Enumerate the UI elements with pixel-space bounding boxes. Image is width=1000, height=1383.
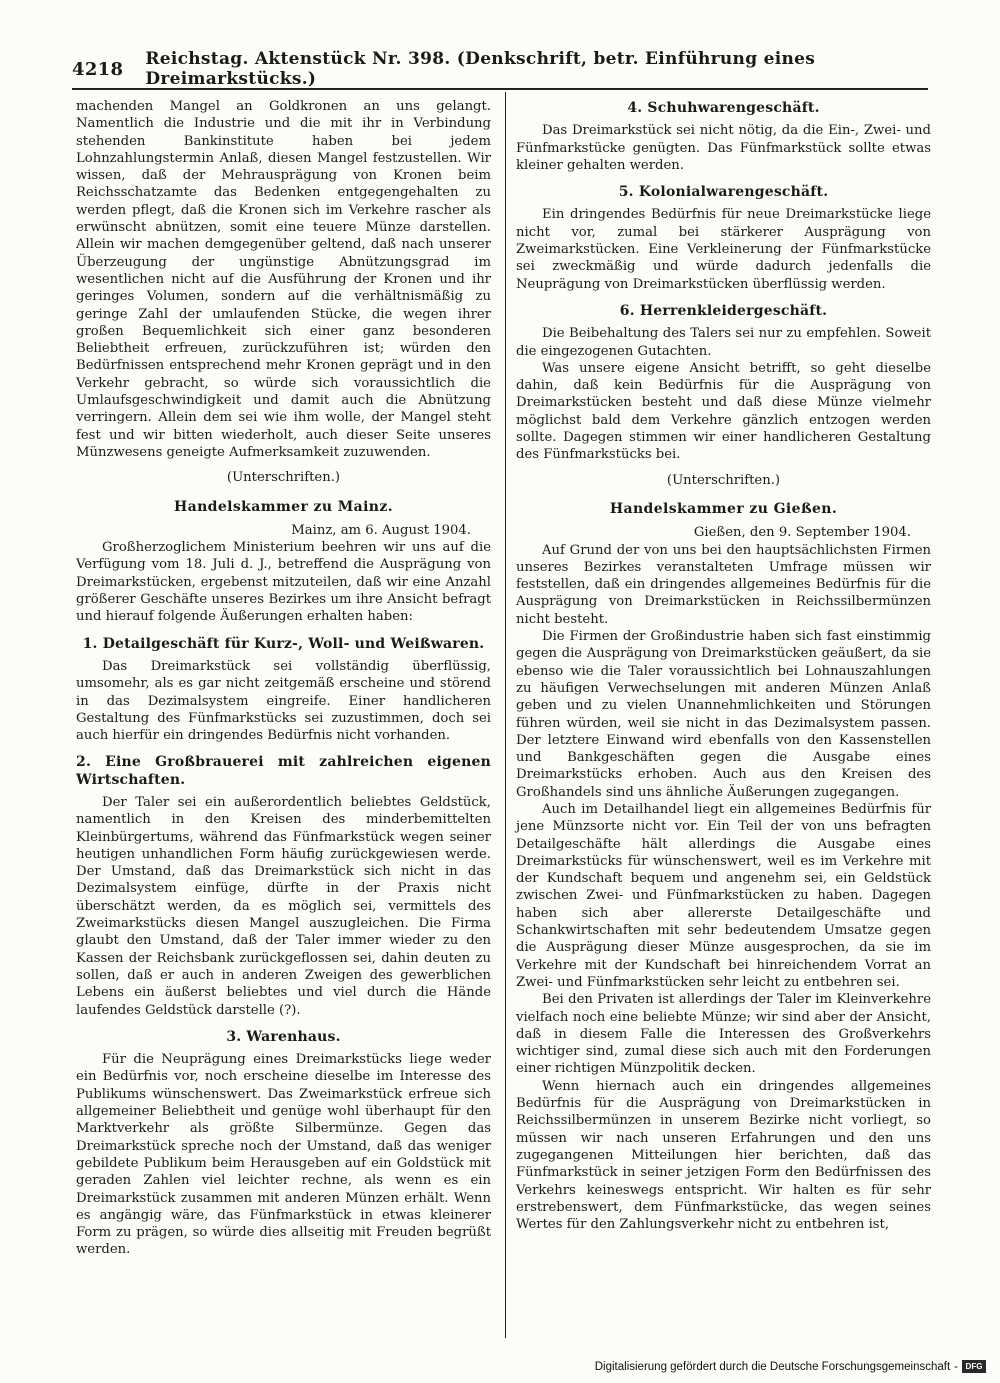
paragraph-giessen-5: Wenn hiernach auch ein dringendes allgemeines Bedürfnis für die Ausprägung von Dreimarkstücken in Reichssilbermünzen in unserem Bezirke nicht vorliegt, so müssen wir nach unseren Erfahrungen und den uns zugegangenen Mitteilungen hier berichten, daß das Fünfmarkstück in seiner jetzigen Form den Bedürfnissen des Verkehrs keineswegs entspricht. Wir halten es für sehr erstrebenswert, dem Fünfmarkstücke, das wegen seines Wertes für den Zahlungsverkehr nicht zu entbehren ist, [516, 1078, 931, 1233]
digitization-footer [595, 1360, 986, 1373]
paragraph-giessen-4: Bei den Privaten ist allerdings der Taler im Kleinverkehre vielfach noch eine beliebte Münze; wir sind aber der Ansicht, daß in diesem Falle die Interessen des Großverkehrs wichtiger sind, zumal diese sich auch mit den Forderungen einer richtigen Münzpolitik decken. [516, 992, 931, 1077]
paragraph-5: Ein dringendes Bedürfnis für neue Dreimarkstücke liege nicht vor, zumal bei stärkerer Ausprägung von Zweimarkstücken. Eine Verkleinerung der Fünfmarkstücke sei zweckmäßig und würde dadurch jedenfalls die Neuprägung von Dreimarkstücken überflüssig werden. [516, 207, 931, 292]
signatures-note: (Unterschriften.) [666, 472, 781, 488]
paragraph-intro: machenden Mangel an Goldkronen an uns gelangt. Namentlich die Industrie und die mit ihr in Verbindung stehenden Bankinstitute haben bei jedem Lohnzahlungstermin Anlaß, diesen Mangel festzustellen. Wir wissen, daß der Mehrausprägung von Kronen beim Reichsschatzamte das Bedenken entgegengehalten zu werden pflegt, daß die Kronen sich im Verkehre rascher als erwünscht abnützen, somit eine teuere Münze darstellen. Allein wir machen demgegenüber geltend, daß nach unserer Überzeugung der ungünstige Abnützungsgrad im wesentlichen nicht auf die Ausführung der Kronen und ihr geringes Volumen, sondern auf die verhältnismäßig zu geringe Zahl der umlaufenden Stücke, die wegen ihrer großen Bequemlichkeit sich einer ganz besonderen Beliebtheit erfreuen, zurückzuführen ist; würden den Bedürfnissen entsprechend mehr Kronen geprägt und in den Verkehr gebracht, so würde sich voraussichtlich die Umlaufsgeschwindigkeit und damit auch die Abnützung verringern. Allein dem sei wie ihm wolle, der Mangel steht fest und wir bitten wiederholt, auch dieser Seite unseres Münzwesens geneigte Aufmerksamkeit zuzuwenden. [76, 99, 491, 460]
paragraph-giessen-1: Auf Grund der von uns bei den hauptsächlichsten Firmen unseres Bezirkes veranstalteten Umfrage müssen wir feststellen, daß ein dringendes allgemeines Bedürfnis für die Ausprägung von Dreimarkstücken in Reichssilbermünzen nicht besteht. [516, 542, 931, 627]
paragraph-mainz: Großherzoglichem Ministerium beehren wir uns auf die Verfügung vom 18. Juli d. J., betreffend die Ausprägung von Dreimarkstücken, ergebenst mitzuteilen, daß wir eine Anzahl größerer Geschäfte unseres Bezirkes um ihre Ansicht befragt und hierauf folgende Äußerungen erhalten haben: [76, 540, 491, 625]
paragraph-4: Das Dreimarkstück sei nicht nötig, da die Ein-, Zwei- und Fünfmarkstücke genügten. Das Fünfmarkstück sollte etwas kleiner gehalten werden. [516, 123, 931, 173]
dfg-logo-icon: DFG [962, 1360, 986, 1373]
dateline-mainz: Mainz, am 6. August 1904. [291, 522, 471, 538]
page-title: Reichstag. Aktenstück Nr. 398. (Denkschrift, betr. Einführung eines Dreimarkstücks.) [145, 49, 816, 89]
heading-mainz: Handelskammer zu Mainz. [173, 498, 394, 515]
paragraph-1: Das Dreimarkstück sei vollständig überflüssig, umsomehr, als es gar nicht zeitgemäß erscheine und störend in das Dezimalsystem eingreife. Einer handlicheren Gestaltung des Fünfmarkstücks sei zuzustimmen, doch sei auch hierfür ein dringendes Bedürfnis nicht vorhanden. [76, 658, 491, 744]
page-number: 4218 [72, 58, 124, 80]
left-column [76, 98, 491, 1259]
subheading-3: 3. Warenhaus. [226, 1028, 341, 1045]
paragraph-giessen-2: Die Firmen der Großindustrie haben sich fast einstimmig gegen die Ausprägung von Dreimarkstücken geäußert, da sie ebenso wie die Taler voraussichtlich bei Lohnauszahlungen zu häufigen Verwechselungen mit anderen Münzen Anlaß geben und zu vielen Unannehmlichkeiten und Störungen führen würden, weil sie nicht in das Dezimalsystem passen. Der letztere Einwand wird ebenfalls von den Kassenstellen und Bankgeschäften gegen die Ausgabe eines Dreimarkstücks erhoben. Auch aus den Kreisen des Großhandels sind uns ähnliche Äußerungen zugegangen. [516, 629, 931, 800]
dateline-giessen: Gießen, den 9. September 1904. [693, 525, 911, 541]
right-column [516, 98, 931, 1233]
paragraph-6a: Die Beibehaltung des Talers sei nur zu empfehlen. Soweit die eingezogenen Gutachten. [516, 326, 931, 359]
paragraph-giessen-3: Auch im Detailhandel liegt ein allgemeines Bedürfnis für jene Münzsorte nicht vor. Ein Teil der von uns befragten Detailgeschäfte hält allerdings die Ausgabe eines Dreimarkstücks für wünschenswert, weil es im Verkehre mit der Kundschaft bequem und angenehm sei, ein Geldstück zwischen Zwei- und Fünfmarkstücken zu haben. Dagegen haben sich aber allererste Detailgeschäfte und Schankwirtschaften mit sehr bedeutendem Umsatze gegen die Ausprägung dieser Münze ausgesprochen, da sie im Verkehre mit der Kundschaft bei hinreichendem Vorrat an Zwei- und Fünfmarkstücken sehr leicht zu entbehren sei. [516, 801, 931, 990]
signatures-note: (Unterschriften.) [226, 470, 341, 486]
paragraph-2: Der Taler sei ein außerordentlich beliebtes Geldstück, namentlich in den Kreisen des minderbemittelten Kleinbürgertums, während das Fünfmarkstück wegen seiner heutigen unhandlichen Form häufig zurückgewiesen werde. Der Umstand, daß das Dreimarkstück sich nicht in das Dezimalsystem einfüge, dürfte in der Praxis nicht überschätzt werden, da es möglich sei, vermittels des Zweimarkstücks diesen Mangel auszugleichen. Die Firma glaubt den Umstand, daß der Taler immer wieder zu den Kassen der Reichsbank zurückgeflossen sei, dahin deuten zu sollen, daß er auch in anderen Zweigen des gewerblichen Lebens ein äußerst beliebtes und viel durch die Hände laufendes Geldstück darstelle (?). [76, 794, 491, 1018]
footer-text: Digitalisierung gefördert durch die Deutsche Forschungsgemeinschaft [594, 1360, 951, 1373]
subheading-5: 5. Kolonialwarengeschäft. [618, 184, 829, 201]
footer-separator: - [954, 1360, 958, 1373]
heading-giessen: Handelskammer zu Gießen. [609, 500, 838, 517]
subheading-2: 2. Eine Großbrauerei mit zahlreichen eigenen Wirtschaften. [76, 754, 491, 788]
paragraph-3: Für die Neuprägung eines Dreimarkstücks liege weder ein Bedürfnis vor, noch erscheine dieselbe im Interesse des Publikums wünschenswert. Das Zweimarkstück erfreue sich allgemeiner Beliebtheit und genüge wohl überhaupt für den Marktverkehr als größte Silbermünze. Gegen das Dreimarkstück spreche noch der Umstand, daß das weniger gebildete Publikum beim Herausgeben auf ein Goldstück mit geraden Zahlen viel leichter rechne, als wenn es ein Dreimarkstück zusammen mit anderen Münzen erhält. Wenn es angängig wäre, das Fünfmarkstück in etwas kleinerer Form zu prägen, so würde dies allseitig mit Freuden begrüßt werden. [76, 1052, 491, 1258]
subheading-6: 6. Herrenkleidergeschäft. [619, 302, 828, 319]
page-header [72, 49, 928, 89]
header-rule [72, 88, 928, 90]
subheading-4: 4. Schuhwarengeschäft. [627, 100, 820, 116]
column-divider [505, 92, 506, 1338]
paragraph-6b: Was unsere eigene Ansicht betrifft, so geht dieselbe dahin, daß kein Bedürfnis für die Ausprägung von Dreimarkstücken besteht und daß diese Münze vielmehr möglichst bald dem Verkehre gänzlich entzogen werden sollte. Dagegen stimmen wir einer handlicheren Gestaltung des Fünfmarkstücks bei. [516, 360, 931, 463]
subheading-1: 1. Detailgeschäft für Kurz-, Woll- und Weißwaren. [82, 635, 485, 652]
